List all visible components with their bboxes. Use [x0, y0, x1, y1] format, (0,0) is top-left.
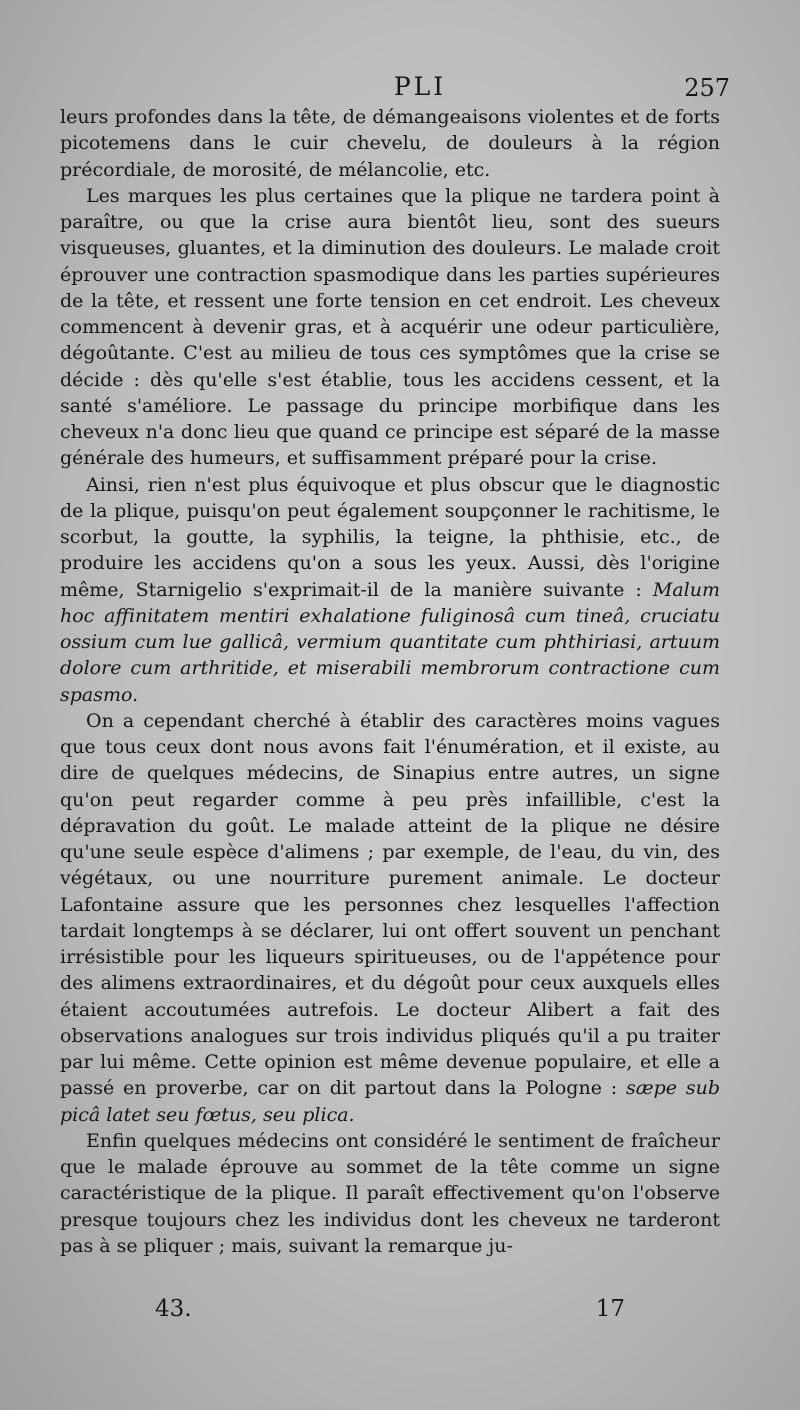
latin-quotation: Malum hoc affinitatem mentiri exhalatione fuliginosâ cum tineâ, cruciatu ossium cum lue gallicâ, vermium quantitate cum phthiriasi, artuum dolore cum arthritide, et miserabili membrorum contractione cum spasmo.: [60, 578, 720, 706]
text-segment: Ainsi, rien n'est plus équivoque et plus obscur que le diagnostic de la plique, puisqu'on peut également soupçonner le rachitisme, le scorbut, la goutte, la syphilis, la teigne, la phthisie, etc., de produire les accidens qu'on a sous les yeux. Aussi, dès l'origine même, Starnigelio s'exprimait-il de la manière suivante :: [60, 473, 720, 601]
paragraph: [60, 104, 720, 183]
paragraph: [60, 472, 720, 708]
text-segment: Enfin quelques médecins ont considéré le sentiment de fraîcheur que le malade éprouve au sommet de la tête comme un signe caractéristique de la plique. Il paraît effectivement qu'on l'observe presque toujours chez les individus dont les cheveux ne tarderont pas à se pliquer ; mais, suivant la remarque ju-: [60, 1129, 720, 1257]
running-title: PLI: [393, 72, 447, 101]
page-number: 257: [684, 74, 730, 102]
body-text: [60, 104, 720, 1259]
latin-quotation: sæpe sub picâ latet seu fœtus, seu plica.: [60, 1077, 720, 1126]
text-segment: On a cependant cherché à établir des caractères moins vagues que tous ceux dont nous avons fait l'énumération, et il existe, au dire de quelques médecins, de Sinapius entre autres, un signe qu'on peut regarder comme à peu près infaillible, c'est la dépravation du goût. Le malade atteint de la plique ne désire qu'une seule espèce d'alimens ; par exemple, de l'eau, du vin, des végétaux, ou une nourriture purement animale. Le docteur Lafontaine assure que les personnes chez lesquelles l'affection tardait longtemps à se déclarer, lui ont offert souvent un penchant irrésistible pour les liqueurs spiritueuses, ou de l'appétence pour des alimens extraordinaires, et du dégoût pour ceux auxquels elles étaient accoutumées autrefois. Le docteur Alibert a fait des observations analogues sur trois individus pliqués qu'il a pu traiter par lui même. Cette opinion est même devenue populaire, et elle a passé en proverbe, car on dit partout dans la Pologne :: [60, 709, 720, 1100]
sheet-number: 17: [595, 1296, 625, 1322]
paragraph: [60, 183, 720, 472]
paragraph: [60, 1128, 720, 1259]
paragraph: [60, 708, 720, 1128]
page-footer: [155, 1296, 625, 1336]
text-segment: leurs profondes dans la tête, de démangeaisons violentes et de forts picotemens dans le cuir chevelu, de douleurs à la région précordiale, de morosité, de mélancolie, etc.: [60, 106, 720, 181]
signature-mark: 43.: [155, 1296, 192, 1322]
text-segment: Les marques les plus certaines que la plique ne tardera point à paraître, ou que la crise aura bientôt lieu, sont des sueurs visqueuses, gluantes, et la diminution des douleurs. Le malade croit éprouver une contraction spasmodique dans les parties supérieures de la tête, et ressent une forte tension en cet endroit. Les cheveux commencent à devenir gras, et à acquérir une odeur particulière, dégoûtante. C'est au milieu de tous ces symptômes que la crise se décide : dès qu'elle s'est établie, tous les accidens cessent, et la santé s'améliore. Le passage du principe morbifique dans les cheveux n'a donc lieu que quand ce principe est séparé de la masse générale des humeurs, et suffisamment préparé pour la crise.: [60, 184, 720, 470]
